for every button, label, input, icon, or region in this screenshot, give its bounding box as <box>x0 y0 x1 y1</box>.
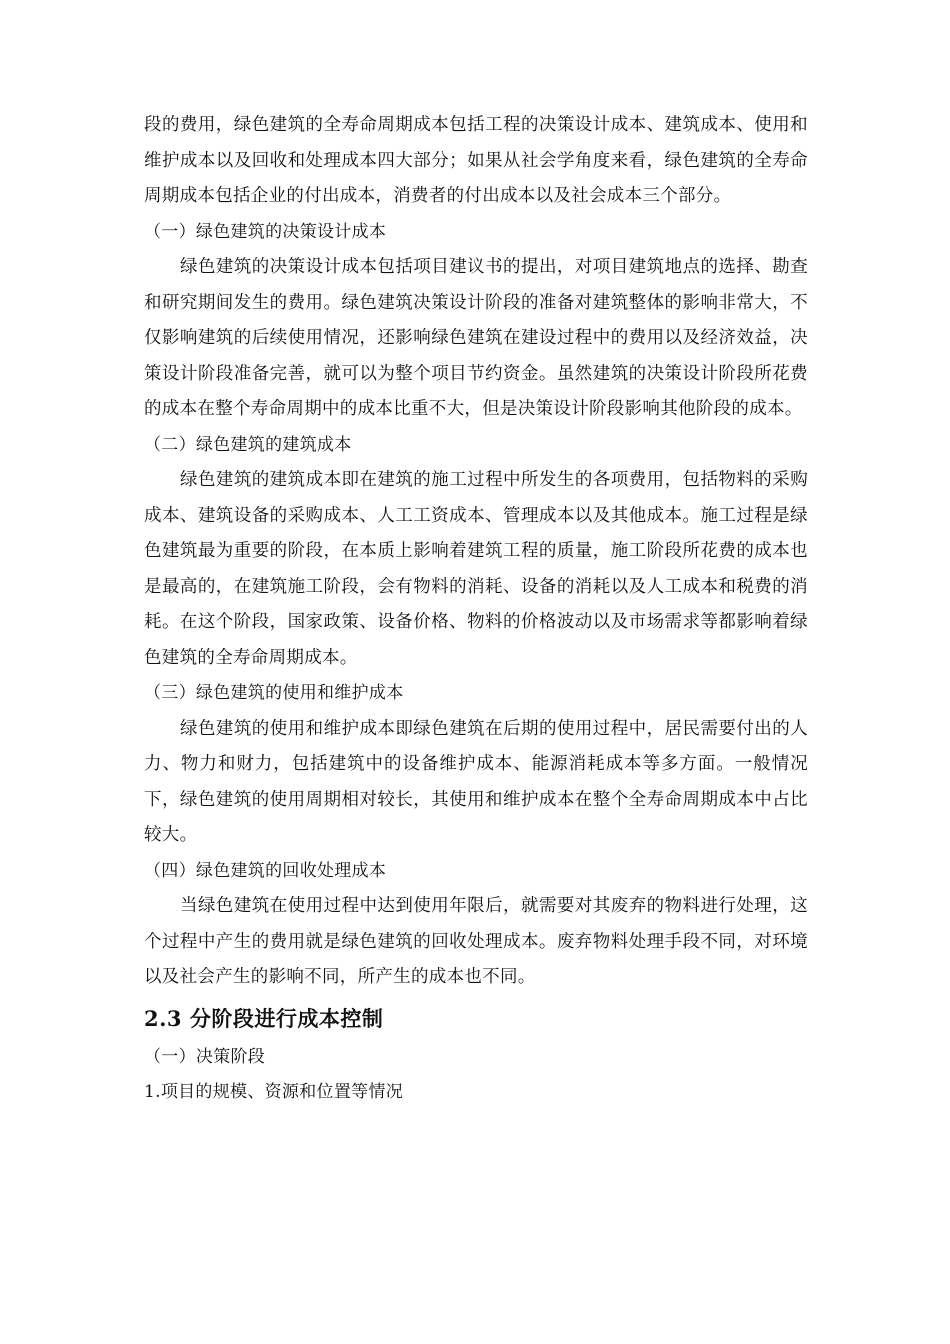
paragraph-use-maintenance-cost: 绿色建筑的使用和维护成本即绿色建筑在后期的使用过程中，居民需要付出的人力、物力和财力，包括建筑中的设备维护成本、能源消耗成本等多方面。一般情况下，绿色建筑的使用周期相对较长，其使用和维护成本在整个全寿命周期成本中占比较大。 <box>144 718 808 845</box>
document-page <box>144 108 808 1111</box>
list-item-project-scale: 1.项目的规模、资源和位置等情况 <box>144 1082 404 1102</box>
paragraph-construction-cost: 绿色建筑的建筑成本即在建筑的施工过程中所发生的各项费用，包括物料的采购成本、建筑设备的采购成本、人工工资成本、管理成本以及其他成本。施工过程是绿色建筑最为重要的阶段，在本质上影响着建筑工程的质量，施工阶段所花费的成本也是最高的，在建筑施工阶段，会有物料的消耗、设备的消耗以及人工成本和税费的消耗。在这个阶段，国家政策、设备价格、物料的价格波动以及市场需求等都影响着绿色建筑的全寿命周期成本。 <box>144 470 808 668</box>
paragraph-decision-design-cost: 绿色建筑的决策设计成本包括项目建议书的提出，对项目建筑地点的选择、勘查和研究期间发生的费用。绿色建筑决策设计阶段的准备对建筑整体的影响非常大，不仅影响建筑的后续使用情况，还影响绿色建筑在建设过程中的费用以及经济效益，决策设计阶段准备完善，就可以为整个项目节约资金。虽然建筑的决策设计阶段所花费的成本在整个寿命周期中的成本比重不大，但是决策设计阶段影响其他阶段的成本。 <box>144 257 808 419</box>
subheading-construction-cost: （二）绿色建筑的建筑成本 <box>144 434 352 455</box>
subheading-use-maintenance-cost: （三）绿色建筑的使用和维护成本 <box>144 683 404 703</box>
subheading-decision-stage: （一）决策阶段 <box>144 1046 266 1067</box>
subheading-recycling-cost: （四）绿色建筑的回收处理成本 <box>144 860 387 881</box>
intro-paragraph: 段的费用，绿色建筑的全寿命周期成本包括工程的决策设计成本、建筑成本、使用和维护成本以及回收和处理成本四大部分；如果从社会学角度来看，绿色建筑的全寿命周期成本包括企业的付出成本，消费者的付出成本以及社会成本三个部分。 <box>144 115 808 206</box>
paragraph-recycling-cost: 当绿色建筑在使用过程中达到使用年限后，就需要对其废弃的物料进行处理，这个过程中产生的费用就是绿色建筑的回收处理成本。废弃物料处理手段不同，对环境以及社会产生的影响不同，所产生的成本也不同。 <box>144 896 808 987</box>
section-heading-2-3: 2.3 分阶段进行成本控制 <box>144 1005 384 1031</box>
subheading-decision-design-cost: （一）绿色建筑的决策设计成本 <box>144 221 387 242</box>
